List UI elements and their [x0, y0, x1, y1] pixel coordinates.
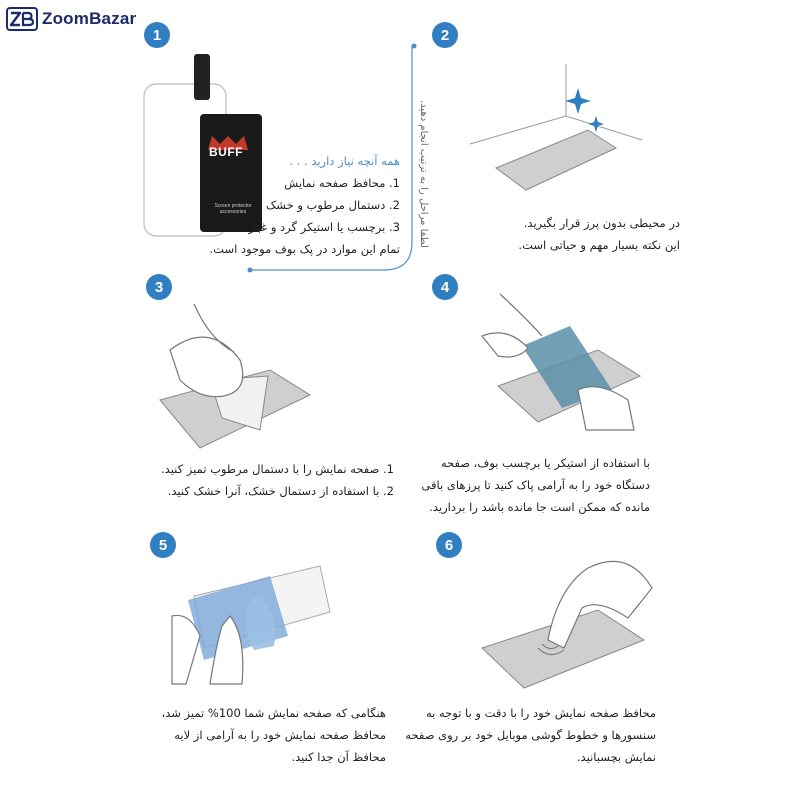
step-1-badge: 1	[144, 22, 170, 48]
step-1-line: 3. برچسب یا استیکر گرد و غبار	[248, 220, 400, 234]
step-1-line: 1. محافظ صفحه نمایش	[284, 176, 400, 190]
step-5-badge: 5	[150, 532, 176, 558]
step-4-text	[421, 452, 650, 518]
step-6-text	[405, 702, 656, 768]
step-3-text	[161, 458, 394, 502]
step-3-badge: 3	[146, 274, 172, 300]
step-4-badge: 4	[432, 274, 458, 300]
buff-logo: BUFF	[209, 145, 243, 159]
step-2-line: این نکته بسیار مهم و حیاتی است.	[518, 238, 680, 252]
step-2-illustration	[466, 60, 646, 200]
step-4-line: دستگاه خود را به آرامی پاک کنید تا پرزهای باقی	[421, 478, 650, 492]
brand-name: ZoomBazar	[42, 9, 137, 28]
step-1-text	[210, 150, 400, 260]
step-6-line: نمایش بچسبانید.	[576, 750, 656, 764]
step-6-line: محافظ صفحه نمایش خود را با دقت و با توجه به	[425, 706, 656, 720]
step-5-line: محافظ صفحه نمایش خود را به آرامی از لایه	[174, 728, 386, 742]
step-6-illustration	[478, 548, 658, 698]
step-4-illustration	[478, 290, 648, 440]
side-note: لطفا مراحل را به ترتیب انجام دهید.	[418, 100, 429, 248]
step-5-illustration	[170, 556, 340, 686]
step-6-line: سنسورها و خطوط گوشی موبایل خود بر روی صفحه	[405, 728, 656, 742]
brand-logo	[6, 6, 136, 32]
step-1-line: همه آنچه نیاز دارید . . .	[289, 154, 400, 168]
step-5-text	[161, 702, 386, 768]
step-1-line: 2. دستمال مرطوب و خشک	[266, 198, 400, 212]
step-3-line: 2. با استفاده از دستمال خشک، آنرا خشک کنید.	[167, 484, 394, 498]
step-3-illustration	[150, 300, 320, 450]
step-4-line: با استفاده از استیکر یا برچسب بوف، صفحه	[440, 456, 650, 470]
step-2-badge: 2	[432, 22, 458, 48]
step-5-line: محافظ آن جدا کنید.	[291, 750, 386, 764]
zb-logo-icon	[6, 6, 38, 32]
step-3-line: 1. صفحه نمایش را با دستمال مرطوب تمیز کنید.	[161, 462, 394, 476]
step-2-text	[490, 212, 680, 256]
step-6-badge: 6	[436, 532, 462, 558]
step-2-line: در محیطی بدون پرز قرار بگیرید.	[523, 216, 680, 230]
box-caption: Screen protector accessories	[214, 203, 252, 215]
step-4-line: مانده که ممکن است جا مانده باشد را بردارید.	[429, 500, 650, 514]
step-5-line: هنگامی که صفحه نمایش شما 100% تمیز شد،	[161, 706, 386, 720]
step-1-line: تمام این موارد در پک بوف موجود است.	[209, 242, 400, 256]
